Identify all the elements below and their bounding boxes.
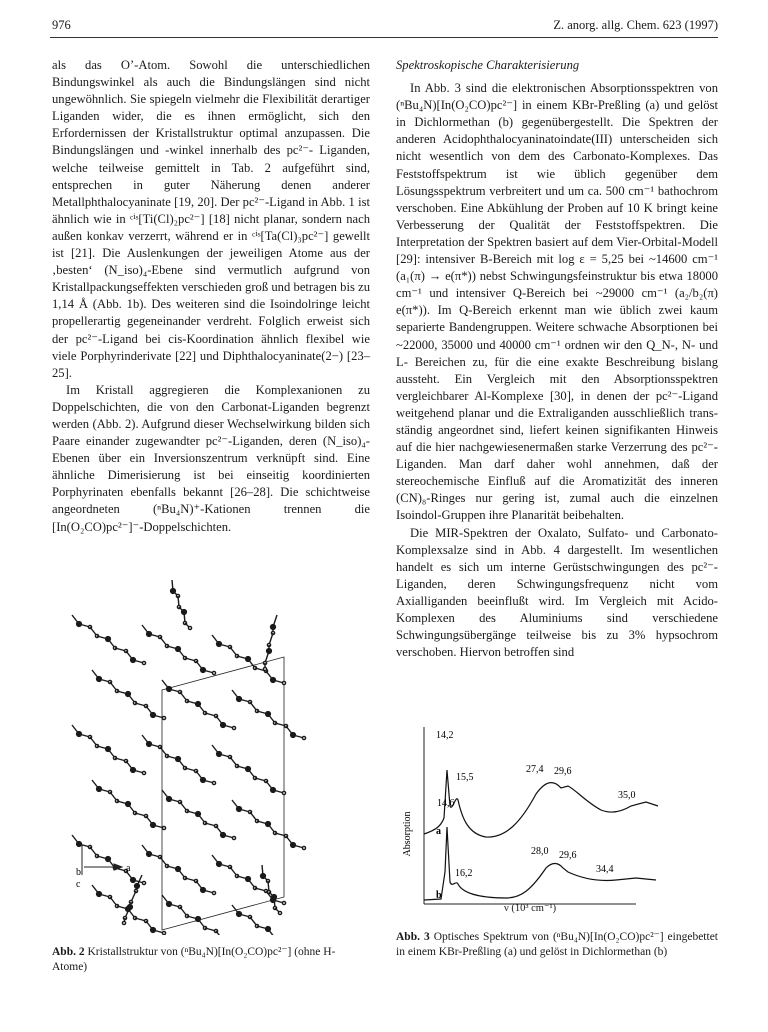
atom bbox=[232, 726, 235, 729]
optical-spectrum-figure bbox=[396, 722, 718, 912]
peak-label: 14,6 bbox=[437, 798, 455, 809]
atom bbox=[122, 921, 125, 924]
journal-reference: Z. anorg. allg. Chem. 623 (1997) bbox=[553, 18, 718, 32]
peak-label: 29,6 bbox=[554, 766, 572, 777]
atom bbox=[162, 931, 165, 934]
axis-a-label: a bbox=[126, 863, 131, 874]
atom bbox=[142, 881, 145, 884]
peak-label: 34,4 bbox=[596, 864, 614, 875]
peak-label: 15,5 bbox=[456, 772, 474, 783]
y-axis-label: Absorption bbox=[402, 811, 413, 857]
atom bbox=[302, 846, 305, 849]
figure2-caption bbox=[52, 945, 370, 975]
atom bbox=[278, 911, 281, 914]
right-column bbox=[396, 57, 718, 661]
peak-label: 14,2 bbox=[436, 730, 454, 741]
paragraph: Im Kristall aggregieren die Komplexanionen zu Doppelschichten, die von den Carbonat-Liganden begrenzt werden (Abb. 2). Aufgrund dieser Wechselwirkung bilden sich Paare einander zugewandter pc²⁻-Liganden, deren (N_iso)₄-Ebenen über ein Inversionszentrum verknüpft sind. Eine ähnliche Dimerisierung ist bei einseitig koordinierten Porphyrinaten ebenfalls bekannt [26–28]. Die schichtweise angeordneten (ⁿBu₄N)⁺-Kationen trennen die [In(O₂CO)pc²⁻]⁻-Doppelschichten. bbox=[52, 382, 370, 534]
axis-b-label: b bbox=[76, 867, 81, 878]
paragraph: Die MIR-Spektren der Oxalato, Sulfato- und Carbonato-Komplexsalze sind in Abb. 4 dargestellt. Im wesentlichen handelt es sich um interne Gerüstschwingungen des pc²⁻- Liganden, deren Schwingungsfrequenz nicht vom Axialliganden beeinflußt wird. Im Vergleich mit Acido-Komplexen des Aluminiums sind verschiedene Schwingungsübergänge teilweise bis zu 3% hypsochrom verschoben. Hiervon betroffen sind bbox=[396, 525, 718, 660]
paragraph: als das O’-Atom. Sowohl die unterschiedlichen Bindungswinkel als auch die Bindungslängen sind nicht ungewöhnlich. Sie spiegeln vielmehr die Flexibilität derartiger Liganden wider, die es ihnen ermöglicht, sich den Erfordernissen der Kristallstruktur optimal anzupassen. Die Bindungslängen und -winkel innerhalb des pc²⁻- Liganden, welche teilweise gemittelt in Tab. 2 aufgeführt sind, entsprechen in guter Näherung denen anderer Metallphthalocyaninate [19, 20]. Der pc²⁻-Ligand in Abb. 1 ist ähnlich wie in ᶜⁱˢ[Ti(Cl)₂pc²⁻] [18] nicht planar, sondern nach außen konkav verzerrt, während er in ᶜⁱˢ[Ta(Cl)₃pc²⁻] gewellt ist [21]. Die Auslenkungen der jeweiligen Atome aus der ‚besten‘ (N_iso)₄-Ebene sind vermutlich aufgrund von Kristallpackungseffekten verschieden groß und betragen bis zu 1,14 Å (Abb. 1b). Des weiteren sind die Isoindolringe leicht propellerartig gegeneinander verdreht. Folglich erweist sich der pc²⁻-Ligand bei cis-Koordination ähnlich flexibel wie viele Porphyrinderivate [22] und Diphthalocyaninate(2−) [23–25]. bbox=[52, 58, 370, 380]
peak-label: 28,0 bbox=[531, 846, 549, 857]
paragraph: In Abb. 3 sind die elektronischen Absorptionsspektren von (ⁿBu₄N)[In(O₂CO)pc²⁻] in einem KBr-Preßling (a) und gelöst in Dichlormethan (b) gegenübergestellt. Die Spektren der anderen Acidophthalocyaninatoindate(III) unterscheiden sich nicht wesentlich von dem des Carbonato-Komplexes. Das Feststoffspektrum ist wie üblich gegenüber dem Lösungsspektrum verbreitert und um ca. 500 cm⁻¹ bathochrom verschoben. Eine Abkühlung der Proben auf 10 K bringt keine Verbesserung der Qualität der Feststoffspektren. Die Interpretation der Spektren basiert auf dem Vier-Orbital-Modell [29]: intensiver B-Bereich mit log ε = 5,25 bei ~14600 cm⁻¹ (a₁(π) → e(π*)) nebst Schwingungsfeinstruktur bis etwa 18000 cm⁻¹ und intensiver Q-Bereich bei ~29000 cm⁻¹ (a₂/b₂(π) e(π*)). Im Q-Bereich erkennt man wie üblich zwei kaum separierte Bandengruppen. Weitere schwache Absorptionen bei ~22000, 35000 und 40000 cm⁻¹ ordnen wir den Q_N-, N- und L- Bereichen zu, für die eine exakte Beschreibung bislang aussteht. Ein Vergleich mit den Absorptionsspektren vergleichbarer Al-Komplexe [30], in denen der pc²⁻-Ligand weitgehend planar und die Extraliganden ausschließlich trans-ständig angeordnet sind, liefert keinen signifikanten Hinweis auf die hier nachgewiesenermaßen starke Verzerrung des pc²⁻-Liganden. Man darf daher wohl annehmen, daß der stereochemische Einfluß auf die Aromatizität des inneren (CN)₈-Ringes nur gering ist, zumal auch die einzelnen Isoindol-Gruppen ihre Planarität beibehalten. bbox=[396, 81, 718, 523]
atom bbox=[212, 671, 215, 674]
atom bbox=[302, 736, 305, 739]
bond bbox=[268, 929, 275, 935]
bond bbox=[216, 931, 223, 935]
caption-text: Kristallstruktur von (ⁿBu₄N)[In(O₂CO)pc²⁻] (ohne H-Atome) bbox=[52, 946, 336, 973]
peak-label: 16,2 bbox=[455, 868, 473, 879]
section-heading: Spektroskopische Charakterisierung bbox=[396, 58, 580, 72]
atom bbox=[263, 667, 266, 670]
atom bbox=[282, 901, 285, 904]
left-column bbox=[52, 57, 370, 536]
figure3-caption bbox=[396, 930, 718, 960]
page-number: 976 bbox=[52, 18, 71, 32]
peak-label: 35,0 bbox=[618, 790, 636, 801]
trace-b-label: b bbox=[436, 890, 442, 901]
header-rule bbox=[50, 37, 718, 38]
caption-label: Abb. 3 bbox=[396, 931, 430, 943]
atom bbox=[188, 626, 191, 629]
atom bbox=[212, 781, 215, 784]
atom bbox=[212, 891, 215, 894]
atom bbox=[282, 791, 285, 794]
peak-label: 27,4 bbox=[526, 764, 544, 775]
caption-label: Abb. 2 bbox=[52, 946, 85, 958]
crystal-structure-drawing bbox=[52, 575, 370, 935]
caption-text: Optisches Spektrum von (ⁿBu₄N)[In(O₂CO)pc²⁻] eingebettet in einem KBr-Preßling (a) und gelöst in Dichlormethan (b) bbox=[396, 931, 718, 958]
atom bbox=[142, 661, 145, 664]
atom bbox=[282, 681, 285, 684]
atom bbox=[162, 826, 165, 829]
crystal-structure-figure bbox=[52, 575, 370, 935]
atom bbox=[232, 836, 235, 839]
spectrum-plot bbox=[396, 722, 718, 912]
atom bbox=[162, 716, 165, 719]
spectrum-trace-b bbox=[424, 827, 656, 900]
x-axis-label: ν (10³ cm⁻¹) bbox=[504, 903, 557, 914]
atom bbox=[142, 771, 145, 774]
peak-label: 29,6 bbox=[559, 850, 577, 861]
trace-a-label: a bbox=[436, 826, 441, 837]
axis-c-label: c bbox=[76, 879, 81, 890]
